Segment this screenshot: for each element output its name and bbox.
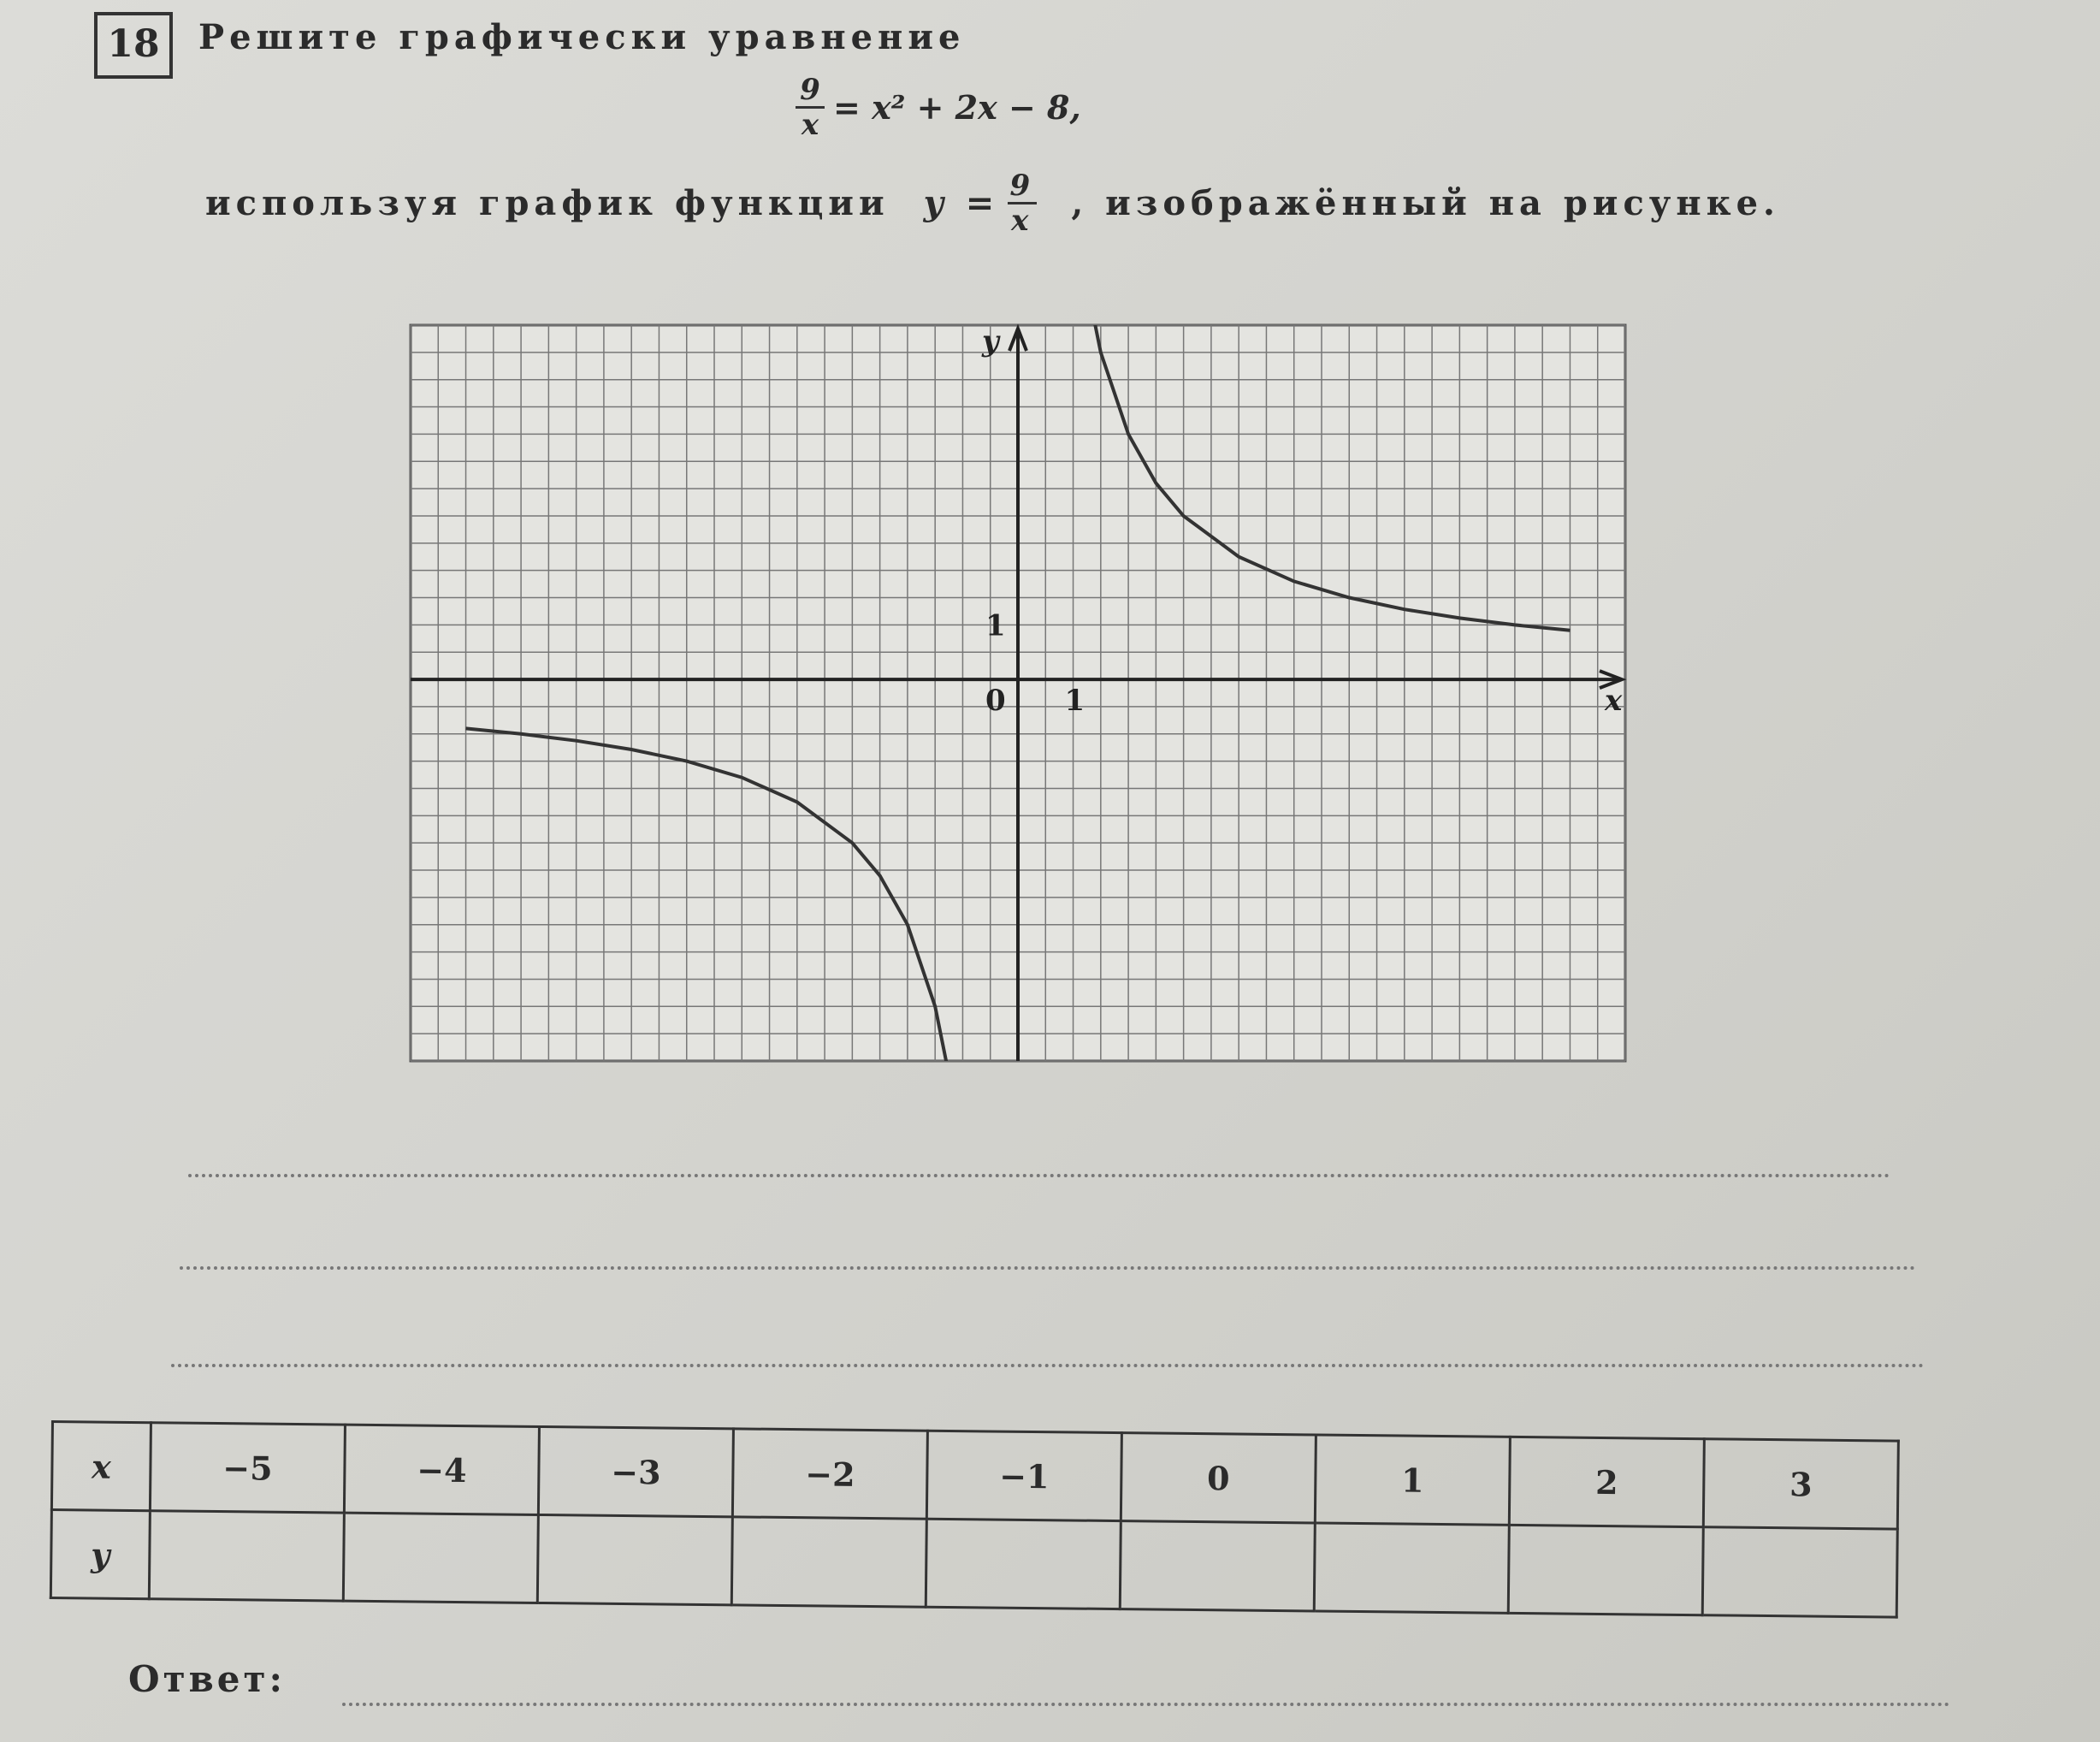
table-cell-y[interactable]: [1508, 1525, 1703, 1615]
x-tick-label: 1: [1064, 684, 1085, 719]
table-cell-x: −2: [732, 1429, 927, 1519]
answer-line-2[interactable]: [180, 1266, 1916, 1270]
table-cell-x: 3: [1703, 1439, 1898, 1529]
table-header-x: x: [51, 1422, 151, 1511]
table-cell-y[interactable]: [1314, 1523, 1509, 1613]
origin-label: 0: [985, 684, 1006, 719]
task-instruction: [205, 169, 1780, 237]
table-cell-x: 2: [1509, 1437, 1704, 1526]
y-axis-label: y: [982, 324, 999, 358]
table-cell-x: −1: [926, 1431, 1121, 1520]
task-title: Решите графически уравнение: [198, 17, 966, 57]
function-formula: [924, 169, 1038, 237]
table-cell-y[interactable]: [1120, 1521, 1315, 1611]
equation: [796, 74, 1081, 141]
instruction-text-before: используя график функции: [205, 183, 890, 223]
answer-line-3[interactable]: [171, 1364, 1925, 1367]
equation-rhs: = x² + 2x − 8,: [833, 88, 1081, 127]
answer-input-line[interactable]: [342, 1703, 1950, 1706]
table-cell-x: −5: [150, 1423, 345, 1513]
function-fraction: [1008, 169, 1037, 237]
table-cell-x: −4: [344, 1425, 539, 1514]
function-numerator: 9: [1009, 169, 1036, 203]
task-number: 18: [94, 12, 173, 79]
table-cell-x: 1: [1315, 1435, 1510, 1525]
answer-line-1[interactable]: [188, 1174, 1890, 1177]
table-cell-y[interactable]: [926, 1519, 1121, 1609]
table-row-y: [50, 1510, 1897, 1618]
table-cell-y[interactable]: [149, 1511, 344, 1601]
table-cell-y[interactable]: [1702, 1527, 1897, 1617]
table-cell-y[interactable]: [537, 1514, 732, 1604]
values-table: [50, 1420, 1900, 1619]
equation-denominator: x: [801, 108, 819, 142]
table-cell-x: 0: [1121, 1433, 1316, 1523]
answer-label: Ответ:: [128, 1658, 287, 1700]
table-cell-y[interactable]: [343, 1513, 538, 1603]
function-denominator: x: [1011, 204, 1034, 238]
function-graph: [402, 317, 1634, 1069]
instruction-text-after: , изображённый на рисунке.: [1071, 183, 1780, 223]
equation-numerator: 9: [800, 73, 820, 107]
x-axis-label: x: [1605, 684, 1623, 719]
table-cell-x: −3: [538, 1426, 733, 1516]
y-tick-label: 1: [985, 608, 1006, 643]
equation-fraction: [796, 74, 825, 141]
function-lhs: y =: [923, 183, 1000, 223]
table-header-y: y: [50, 1510, 150, 1599]
table-cell-y[interactable]: [731, 1517, 926, 1607]
